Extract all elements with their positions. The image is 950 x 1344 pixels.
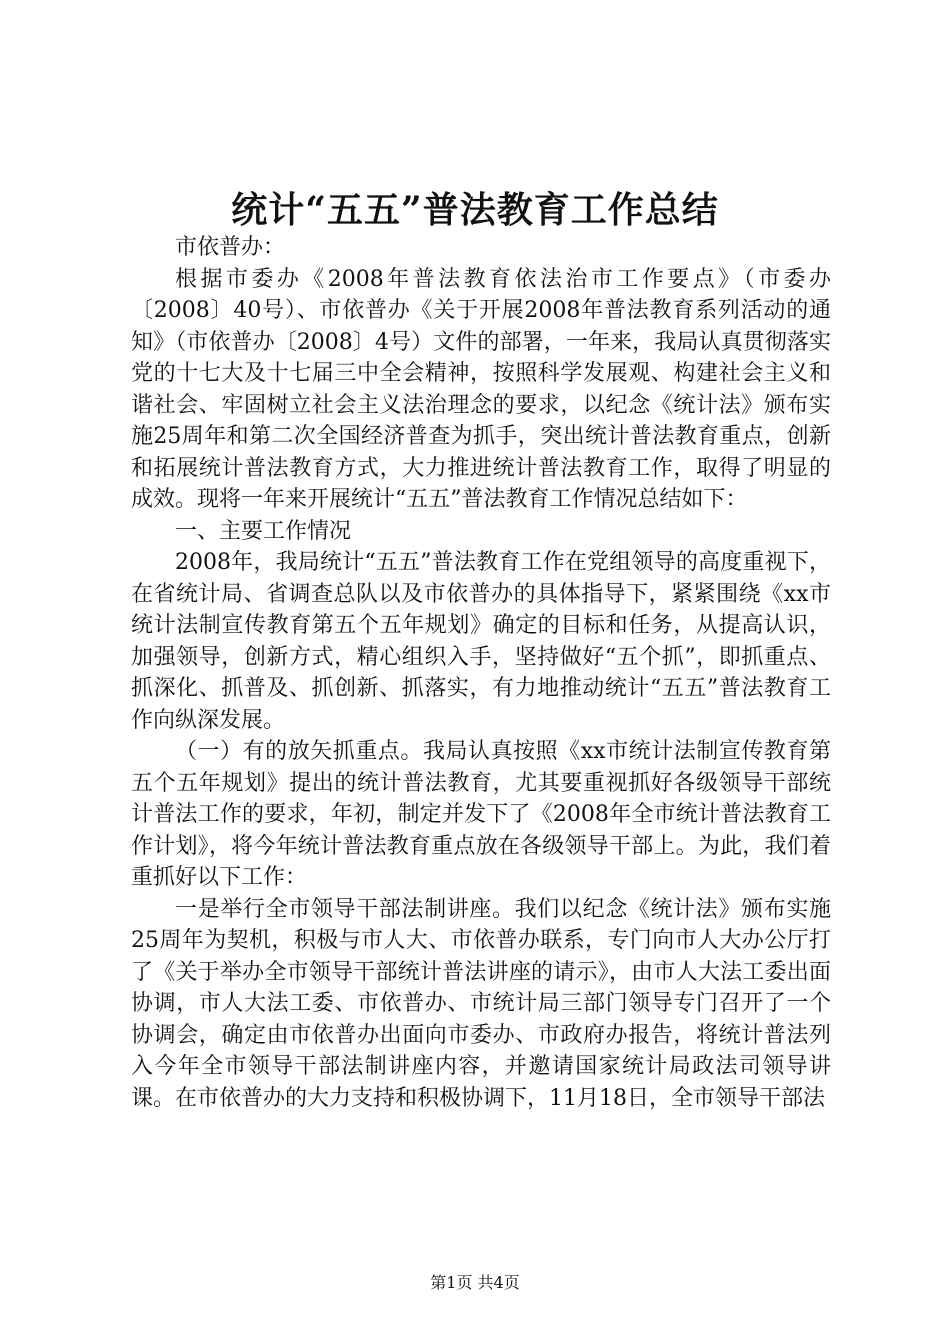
page-footer: 第1页 共4页	[430, 1273, 520, 1292]
paragraph: 根据市委办《2008年普法教育依法治市工作要点》（市委办〔2008〕40号）、市依普办《关于开展2008年普法教育系列活动的通知》（市依普办〔2008〕4号）文件的部署，一年来，我局认真贯彻落实党的十七大及十七届三中全会精神，按照科学发展观、构建社会主义和谐社会、牢固树立社会主义法治理念的要求，以纪念《统计法》颁布实施25周年和第二次全国经济普查为抓手，突出统计普法教育重点，创新和拓展统计普法教育方式，大力推进统计普法教育工作，取得了明显的成效。现将一年来开展统计“五五”普法教育工作情况总结如下：	[131, 266, 831, 512]
document-body	[131, 232, 831, 1114]
salutation: 市依普办：	[175, 235, 286, 260]
paragraph: （一）有的放矢抓重点。我局认真按照《xx市统计法制宣传教育第五个五年规划》提出的统计普法教育，尤其要重视抓好各级领导干部统计普法工作的要求，年初，制定并发下了《2008年全市统计普法教育工作计划》，将今年统计普法教育重点放在各级领导干部上。为此，我们着重抓好以下工作：	[131, 739, 831, 890]
section-heading: 一、主要工作情况	[175, 518, 352, 544]
document-title: 统计“五五”普法教育工作总结	[231, 189, 719, 231]
paragraph: 一是举行全市领导干部法制讲座。我们以纪念《统计法》颁布实施25周年为契机，积极与市人大、市依普办联系，专门向市人大办公厅打了《关于举办全市领导干部统计普法讲座的请示》，由市人大法工委出面协调，市人大法工委、市依普办、市统计局三部门领导专门召开了一个协调会，确定由市依普办出面向市委办、市政府办报告，将统计普法列入今年全市领导干部法制讲座内容，并邀请国家统计局政法司领导讲课。在市依普办的大力支持和积极协调下，11月18日，全市领导干部法	[131, 896, 831, 1111]
paragraph: 2008年，我局统计“五五”普法教育工作在党组领导的高度重视下，在省统计局、省调查总队以及市依普办的具体指导下，紧紧围绕《xx市统计法制宣传教育第五个五年规划》确定的目标和任务，从提高认识，加强领导，创新方式，精心组织入手，坚持做好“五个抓”，即抓重点、抓深化、抓普及、抓创新、抓落实，有力地推动统计“五五”普法教育工作向纵深发展。	[131, 550, 831, 733]
